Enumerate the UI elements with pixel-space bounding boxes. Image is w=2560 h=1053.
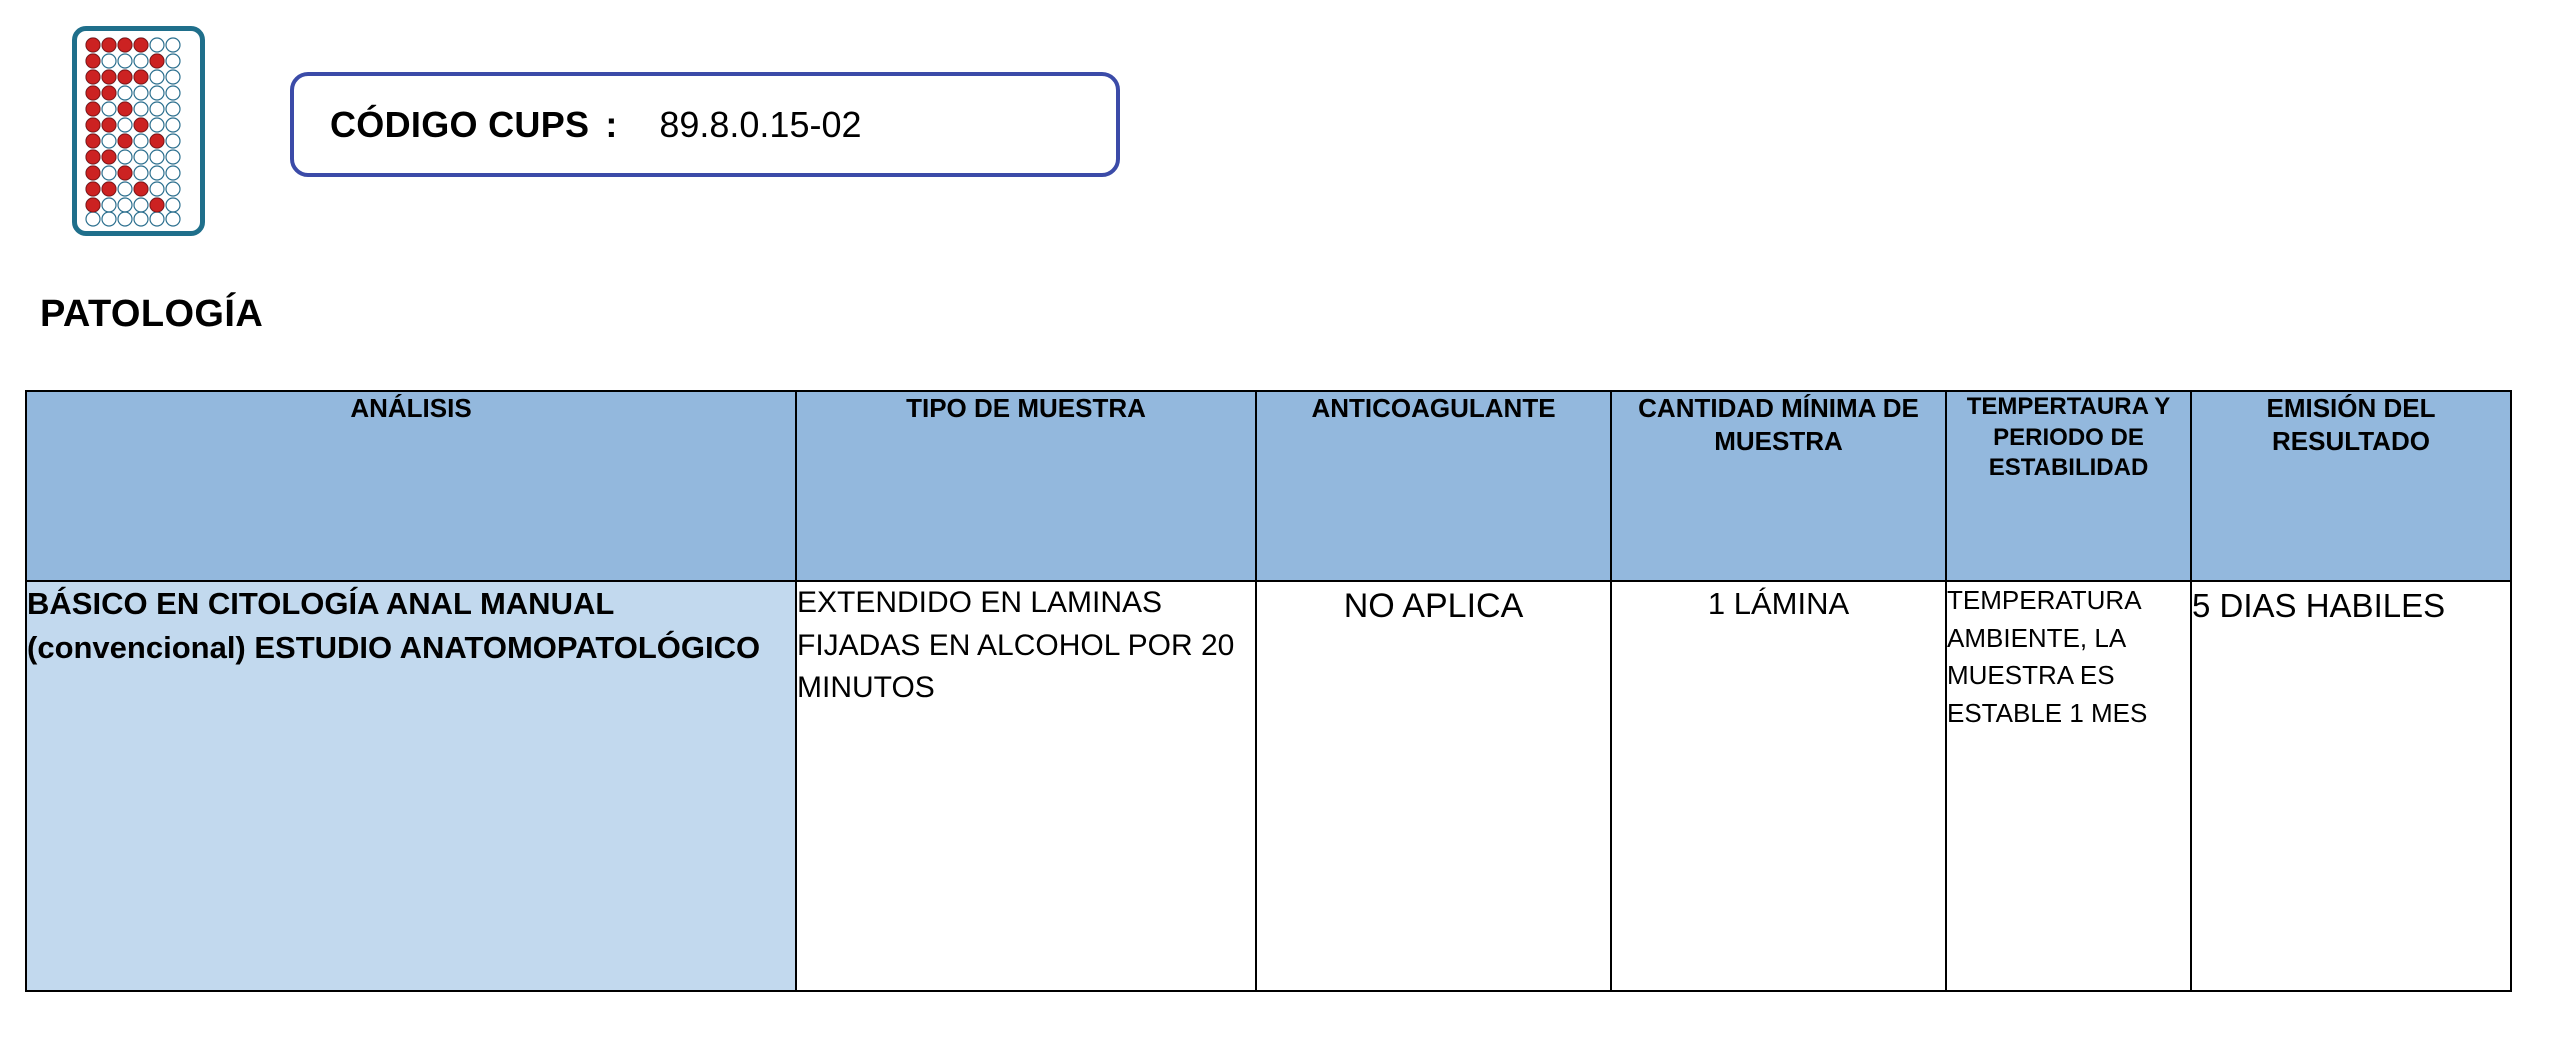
abacus-logo-icon	[72, 26, 205, 236]
cell-emision-resultado: 5 DIAS HABILES	[2191, 581, 2511, 991]
table-header	[26, 391, 2511, 581]
column-header-emision-resultado: EMISIÓN DEL RESULTADO	[2191, 391, 2511, 581]
cell-anticoagulante: NO APLICA	[1256, 581, 1611, 991]
column-header-analisis: ANÁLISIS	[26, 391, 796, 581]
table-body	[26, 581, 2511, 991]
cell-analisis: BÁSICO EN CITOLOGÍA ANAL MANUAL (convencional) ESTUDIO ANATOMOPATOLÓGICO	[26, 581, 796, 991]
codigo-cups-label: CÓDIGO CUPS	[330, 103, 590, 145]
codigo-cups-separator: :	[605, 103, 618, 145]
cell-cantidad-minima: 1 LÁMINA	[1611, 581, 1946, 991]
codigo-cups-box	[290, 72, 1120, 177]
column-header-anticoagulante: ANTICOAGULANTE	[1256, 391, 1611, 581]
page-title: PATOLOGÍA	[40, 293, 264, 335]
codigo-cups-value: 89.8.0.15-02	[659, 103, 862, 145]
table-header-row	[26, 391, 2511, 581]
cell-tipo-muestra: EXTENDIDO EN LAMINAS FIJADAS EN ALCOHOL POR 20 MINUTOS	[796, 581, 1256, 991]
table-row	[26, 581, 2511, 991]
cell-temperatura-estabilidad: TEMPERATURA AMBIENTE, LA MUESTRA ES ESTABLE 1 MES	[1946, 581, 2191, 991]
column-header-cantidad-minima: CANTIDAD MÍNIMA DE MUESTRA	[1611, 391, 1946, 581]
column-header-temperatura-estabilidad: TEMPERTAURA Y PERIODO DE ESTABILIDAD	[1946, 391, 2191, 581]
column-header-tipo-muestra: TIPO DE MUESTRA	[796, 391, 1256, 581]
analysis-table-container	[25, 390, 2510, 992]
analysis-table	[25, 390, 2512, 992]
document-header	[0, 0, 2560, 250]
